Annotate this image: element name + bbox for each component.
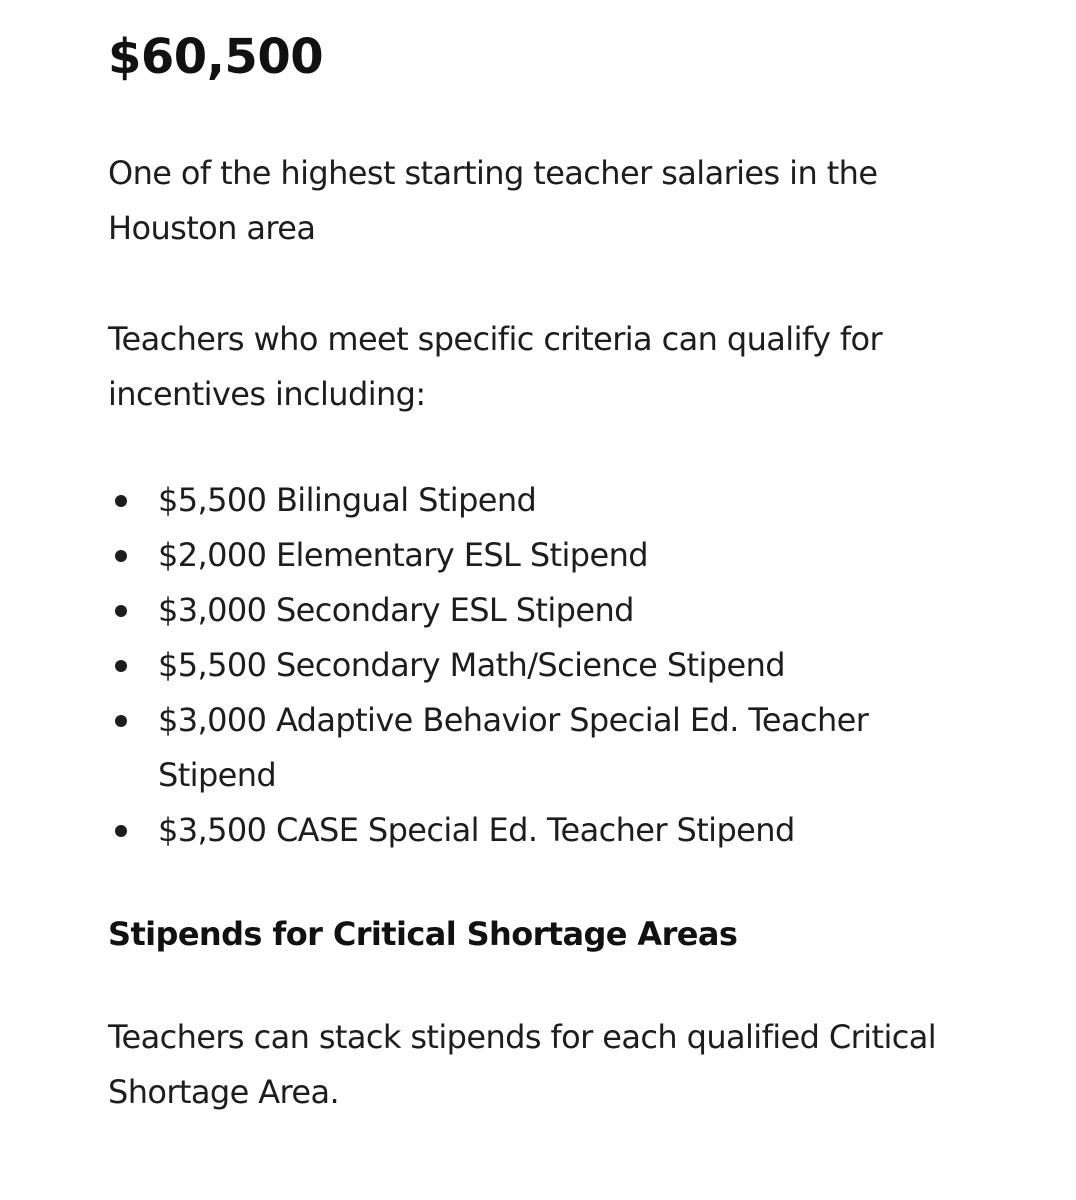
section-heading: Stipends for Critical Shortage Areas (108, 915, 738, 953)
list-item (108, 638, 938, 693)
bullet-icon (115, 495, 127, 507)
bullet-icon (115, 660, 127, 672)
salary-description: One of the highest starting teacher salaries in the Houston area (108, 154, 878, 247)
list-item (108, 473, 938, 528)
list-item (108, 803, 938, 858)
stipend-label: $3,000 Secondary ESL Stipend (158, 591, 634, 629)
bullet-icon (115, 825, 127, 837)
list-item (108, 693, 938, 803)
bullet-icon (115, 715, 127, 727)
stipend-label: $5,500 Secondary Math/Science Stipend (158, 646, 785, 684)
stipend-label: $3,000 Adaptive Behavior Special Ed. Teacher Stipend (158, 701, 869, 794)
criteria-text: Teachers who meet specific criteria can qualify for incentives including: (108, 320, 883, 413)
stipend-list (108, 473, 938, 858)
list-item (108, 583, 938, 638)
stipend-label: $3,500 CASE Special Ed. Teacher Stipend (158, 811, 795, 849)
list-item (108, 528, 938, 583)
starting-salary: $60,500 (108, 29, 324, 85)
stipend-label: $5,500 Bilingual Stipend (158, 481, 537, 519)
stipend-label: $2,000 Elementary ESL Stipend (158, 536, 648, 574)
bullet-icon (115, 605, 127, 617)
section-text: Teachers can stack stipends for each qualified Critical Shortage Area. (108, 1018, 937, 1111)
bullet-icon (115, 550, 127, 562)
